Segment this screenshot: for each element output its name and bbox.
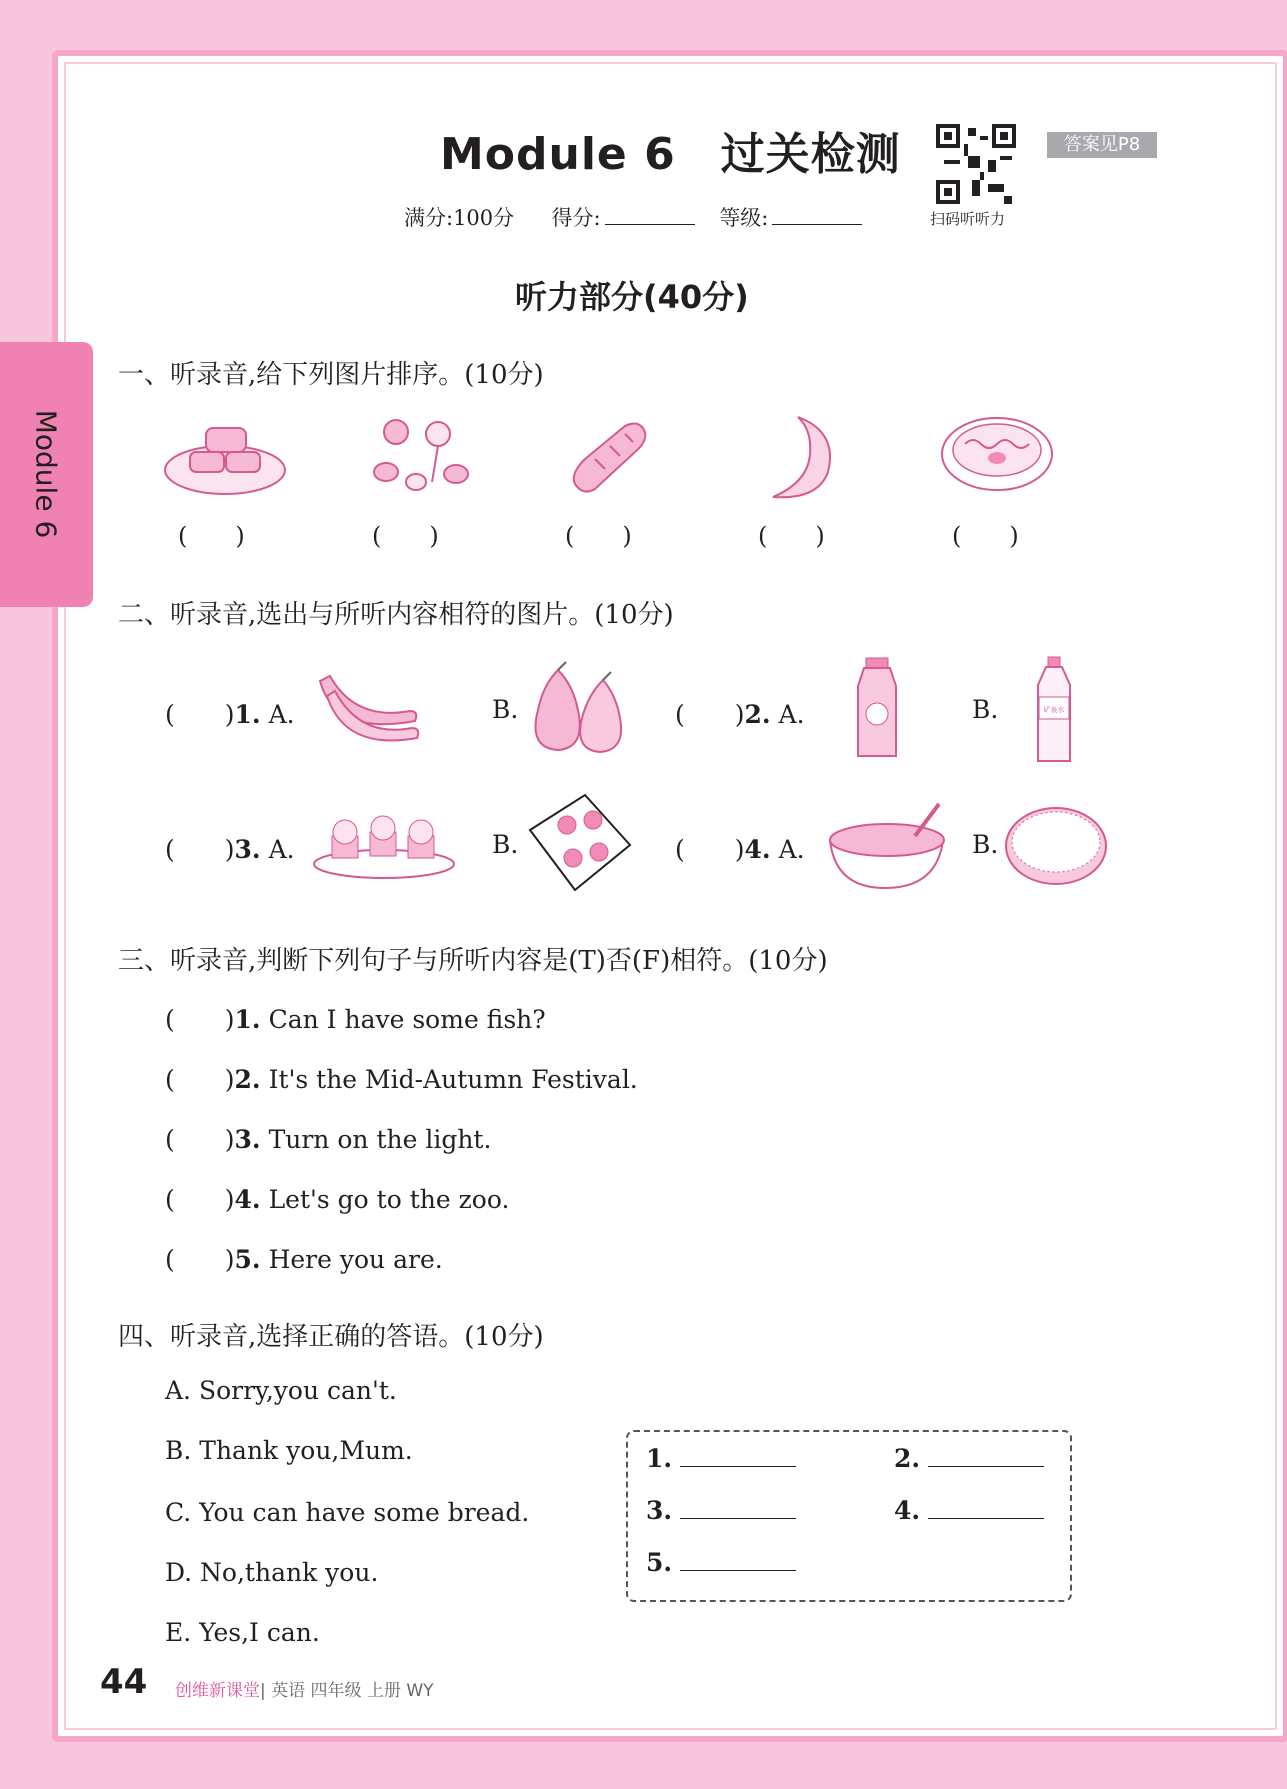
- soup-picture: [825, 800, 950, 892]
- moon-picture: [758, 412, 838, 502]
- bottle-label: 矿泉水: [1043, 706, 1065, 714]
- grade-blank[interactable]: [772, 206, 862, 225]
- s2-q3[interactable]: ( )3. A.: [165, 835, 295, 864]
- s4-option-a: A. Sorry,you can't.: [165, 1376, 397, 1405]
- s4-option-d: D. No,thank you.: [165, 1558, 379, 1587]
- s2-q1[interactable]: ( )1. A.: [165, 700, 295, 729]
- mooncakes-picture: [160, 412, 290, 502]
- pears-picture: [528, 660, 633, 755]
- module-side-tab: [0, 342, 93, 607]
- section-2-title: 二、听录音,选出与所听内容相符的图片。(10分): [118, 600, 674, 630]
- s1-answer-5[interactable]: ( ): [952, 522, 1019, 550]
- page-number: 44: [100, 1662, 148, 1702]
- s2-q2[interactable]: ( )2. A.: [675, 700, 805, 729]
- cupcakes-picture: [312, 808, 457, 880]
- s4-blank-1[interactable]: 1.: [646, 1444, 796, 1473]
- s3-item-3[interactable]: ( )3. Turn on the light.: [165, 1125, 492, 1154]
- listening-part-title: 听力部分(40分): [515, 278, 749, 316]
- page-title: Module 6 过关检测: [440, 129, 901, 180]
- s4-option-e: E. Yes,I can.: [165, 1618, 320, 1647]
- score-blank[interactable]: [605, 206, 695, 225]
- rice-picture: [1004, 806, 1108, 888]
- s1-answer-1[interactable]: ( ): [178, 522, 245, 550]
- noodles-picture: [940, 414, 1055, 499]
- water-bottle-picture: [1034, 655, 1074, 765]
- qr-code-icon[interactable]: [936, 124, 1016, 204]
- s1-answer-4[interactable]: ( ): [758, 522, 825, 550]
- s2-q4[interactable]: ( )4. A.: [675, 835, 805, 864]
- s2-q2-b[interactable]: B.: [972, 695, 999, 724]
- s4-blank-4[interactable]: 4.: [894, 1496, 1044, 1525]
- sweets-picture: [356, 412, 476, 502]
- milk-bottle-picture: [852, 656, 902, 761]
- grade-label: 等级:: [719, 206, 769, 230]
- bread-picture: [565, 414, 655, 504]
- s3-item-2[interactable]: ( )2. It's the Mid-Autumn Festival.: [165, 1065, 638, 1094]
- chocolate-box-picture: [525, 790, 635, 895]
- footer-subject: | 英语 四年级 上册 WY: [260, 1681, 434, 1701]
- s3-item-5[interactable]: ( )5. Here you are.: [165, 1245, 443, 1274]
- footer-brand: 创维新课堂: [175, 1681, 260, 1701]
- answer-reference-badge: 答案见P8: [1047, 132, 1157, 158]
- s1-answer-3[interactable]: ( ): [565, 522, 632, 550]
- s2-q4-b[interactable]: B.: [972, 830, 999, 859]
- full-score: 满分:100分: [404, 206, 515, 230]
- section-3-title: 三、听录音,判断下列句子与所听内容是(T)否(F)相符。(10分): [118, 946, 828, 976]
- score-label: 得分:: [551, 206, 601, 230]
- s4-option-b: B. Thank you,Mum.: [165, 1436, 413, 1465]
- footer-text: [175, 1676, 434, 1701]
- section-4-title: 四、听录音,选择正确的答语。(10分): [118, 1322, 544, 1352]
- s4-blank-5[interactable]: 5.: [646, 1548, 796, 1577]
- score-line: [404, 202, 880, 232]
- side-tab-label: Module 6: [29, 409, 63, 539]
- s4-blank-3[interactable]: 3.: [646, 1496, 796, 1525]
- s2-q1-b[interactable]: B.: [492, 695, 519, 724]
- s2-q3-b[interactable]: B.: [492, 830, 519, 859]
- s1-answer-2[interactable]: ( ): [372, 522, 439, 550]
- s3-item-4[interactable]: ( )4. Let's go to the zoo.: [165, 1185, 510, 1214]
- s4-blank-2[interactable]: 2.: [894, 1444, 1044, 1473]
- qr-label: 扫码听听力: [930, 210, 1006, 228]
- s4-option-c: C. You can have some bread.: [165, 1498, 530, 1527]
- section-1-title: 一、听录音,给下列图片排序。(10分): [118, 360, 544, 390]
- s3-item-1[interactable]: ( )1. Can I have some fish?: [165, 1005, 546, 1034]
- bananas-picture: [315, 666, 425, 752]
